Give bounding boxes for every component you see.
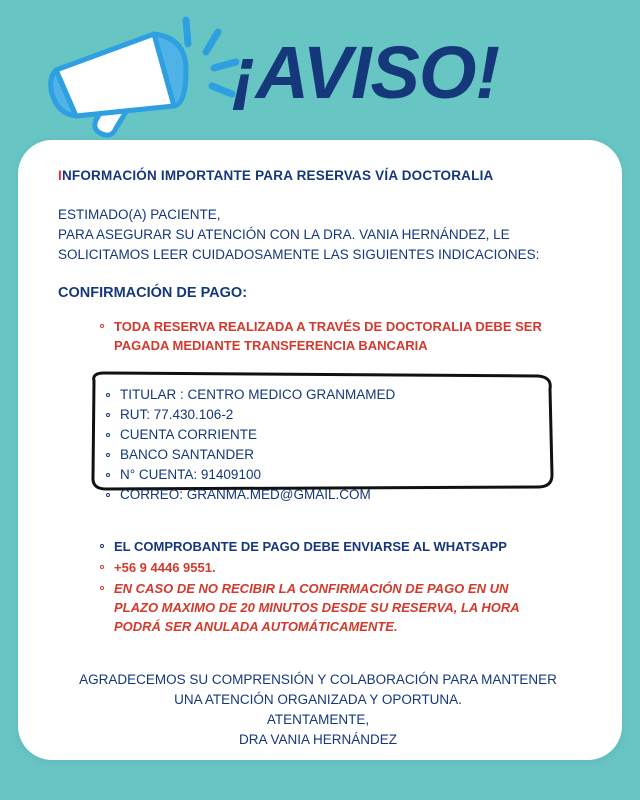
list-item	[100, 317, 578, 355]
greeting-paragraph	[58, 205, 578, 265]
greeting-line-2: PARA ASEGURAR SU ATENCIÓN CON LA DRA. VANIA HERNÁNDEZ, LE	[58, 227, 510, 242]
whatsapp-number: +56 9 4446 9551.	[114, 560, 216, 575]
notice-content	[58, 168, 578, 750]
list-item: N° CUENTA: 91409100	[104, 465, 556, 485]
closing-line-1: AGRADECEMOS SU COMPRENSIÓN Y COLABORACIÓN PARA MANTENER	[79, 672, 557, 687]
warning-line-2: PAGADA MEDIANTE TRANSFERENCIA BANCARIA	[114, 338, 428, 353]
cancel-line-3: PODRÁ SER ANULADA AUTOMÁTICAMENTE.	[114, 619, 398, 634]
list-item	[100, 537, 578, 556]
warning-bullet-list	[100, 317, 578, 355]
closing-line-3: ATENTAMENTE,	[266, 712, 370, 727]
megaphone-icon	[36, 10, 256, 140]
list-item	[100, 558, 578, 577]
list-item: CUENTA CORRIENTE	[104, 425, 556, 445]
bank-details-list	[104, 385, 556, 505]
closing-line-4: DRA VANIA HERNÁNDEZ	[238, 732, 398, 747]
cancel-line-1: EN CASO DE NO RECIBIR LA CONFIRMACIÓN DE PAGO EN UN	[114, 581, 509, 596]
greeting-line-3: SOLICITAMOS LEER CUIDADOSAMENTE LAS SIGUIENTES INDICACIONES:	[58, 247, 540, 262]
greeting-line-1: ESTIMADO(A) PACIENTE,	[58, 207, 221, 222]
list-item	[100, 579, 578, 636]
warning-line-1: TODA RESERVA REALIZADA A TRAVÉS DE DOCTORALIA DEBE SER	[114, 319, 542, 334]
lead-first-letter: I	[58, 168, 62, 183]
page-title: ¡AVISO!	[232, 31, 500, 114]
closing-line-2: UNA ATENCIÓN ORGANIZADA Y OPORTUNA.	[174, 692, 462, 707]
whatsapp-line-1: EL COMPROBANTE DE PAGO DEBE ENVIARSE AL WHATSAPP	[114, 539, 507, 554]
bank-details-box	[86, 369, 556, 519]
lead-rest: NFORMACIÓN IMPORTANTE PARA RESERVAS VÍA DOCTORALIA	[61, 168, 494, 183]
closing-paragraph	[58, 670, 578, 750]
list-item: RUT: 77.430.106-2	[104, 405, 556, 425]
section-heading-payment: CONFIRMACIÓN DE PAGO:	[58, 285, 248, 301]
list-item: TITULAR : CENTRO MEDICO GRANMAMED	[104, 385, 556, 405]
list-item: CORREO: GRANMA.MED@GMAIL.COM	[104, 485, 556, 505]
instructions-bullet-list	[100, 537, 578, 636]
lead-heading	[58, 168, 578, 183]
cancel-line-2: PLAZO MAXIMO DE 20 MINUTOS DESDE SU RESERVA, LA HORA	[114, 600, 520, 615]
list-item: BANCO SANTANDER	[104, 445, 556, 465]
